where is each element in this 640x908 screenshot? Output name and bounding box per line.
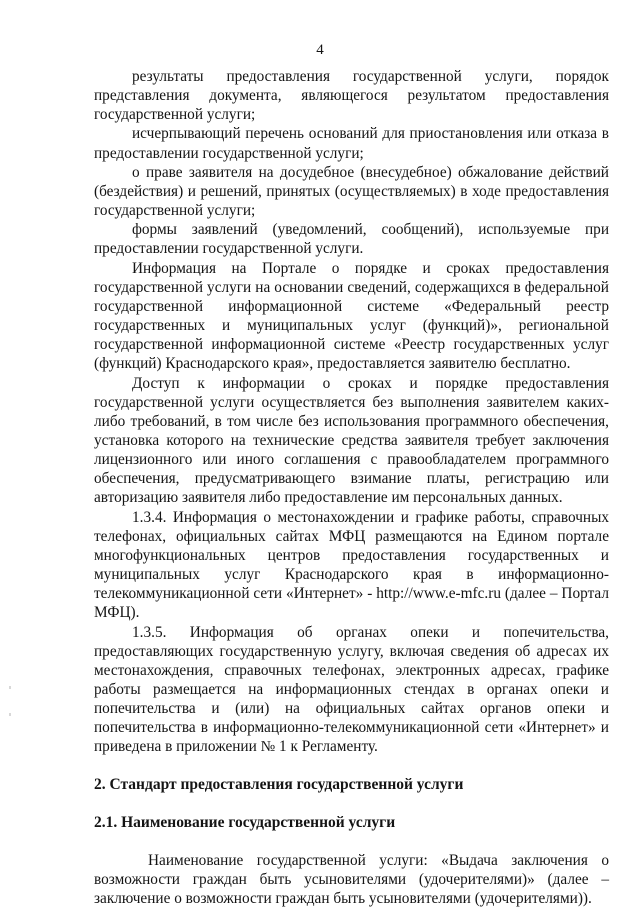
paragraph-forms: формы заявлений (уведомлений, сообщений), используемые при предоставлении государственной услуги. — [94, 221, 609, 258]
page-number: 4 — [316, 42, 324, 58]
paragraph-portal-info: Информация на Портале о порядке и сроках предоставления государственной услуги на основании сведений, содержащихся в федеральной государственной информационной системе «Федеральный реестр государственных и муниципальных услуг (функций)», региональной государственной информационной системе «Реестр государственных услуг (функций) Краснодарского края», предоставляется заявителю бесплатно. — [94, 259, 609, 373]
paragraph-grounds: исчерпывающий перечень оснований для приостановления или отказа в предоставлении государственной услуги; — [94, 125, 609, 162]
section-heading: 2. Стандарт предоставления государственной услуги — [94, 775, 464, 793]
paragraph-1-3-4: 1.3.4. Информация о местонахождении и графике работы, справочных телефонах, официальных сайтах МФЦ размещаются на Едином портале многофункциональных центров предоставления государственных и муниципальных услуг Краснодарского края в информационно-телекоммуникационной сети «Интернет» - http://www.e-mfc.ru (далее – Портал МФЦ). — [94, 508, 609, 622]
scan-artifact — [9, 686, 11, 689]
paragraph-service-name: Наименование государственной услуги: «Выдача заключения о возможности граждан быть усыновителями (удочерителями)» (далее – заключение о возможности граждан быть усыновителями (удочерителями)). — [94, 851, 609, 907]
paragraph-result: результаты предоставления государственной услуги, порядок представления документа, являющегося результатом предоставления государственной услуги; — [94, 68, 609, 124]
scan-artifact — [9, 713, 11, 716]
paragraph-appeal-right: о праве заявителя на досудебное (внесудебное) обжалование действий (бездействия) и решений, принятых (осуществляемых) в ходе предоставления государственной услуги; — [94, 163, 609, 220]
subsection-heading: 2.1. Наименование государственной услуги — [94, 813, 396, 831]
paragraph-1-3-5: 1.3.5. Информация об органах опеки и попечительства, предоставляющих государственную услугу, включая сведения об адресах их местонахождения, справочных телефонах, электронных адресах, графике работы размещается на информационных стендах в органах опеки и попечительства и (или) на официальных сайтах органов опеки и попечительства в информационно-телекоммуникационной сети «Интернет» и приведена в приложении № 1 к Регламенту. — [94, 623, 609, 756]
document-body — [94, 67, 609, 908]
paragraph-access: Доступ к информации о сроках и порядке предоставления государственной услуги осуществляется без выполнения заявителем каких-либо требований, в том числе без использования программного обеспечения, установка которого на технические средства заявителя требует заключения лицензионного или иного соглашения с правообладателем программного обеспечения, предусматривающего взимание платы, регистрацию или авторизацию заявителя либо предоставление им персональных данных. — [94, 374, 609, 507]
